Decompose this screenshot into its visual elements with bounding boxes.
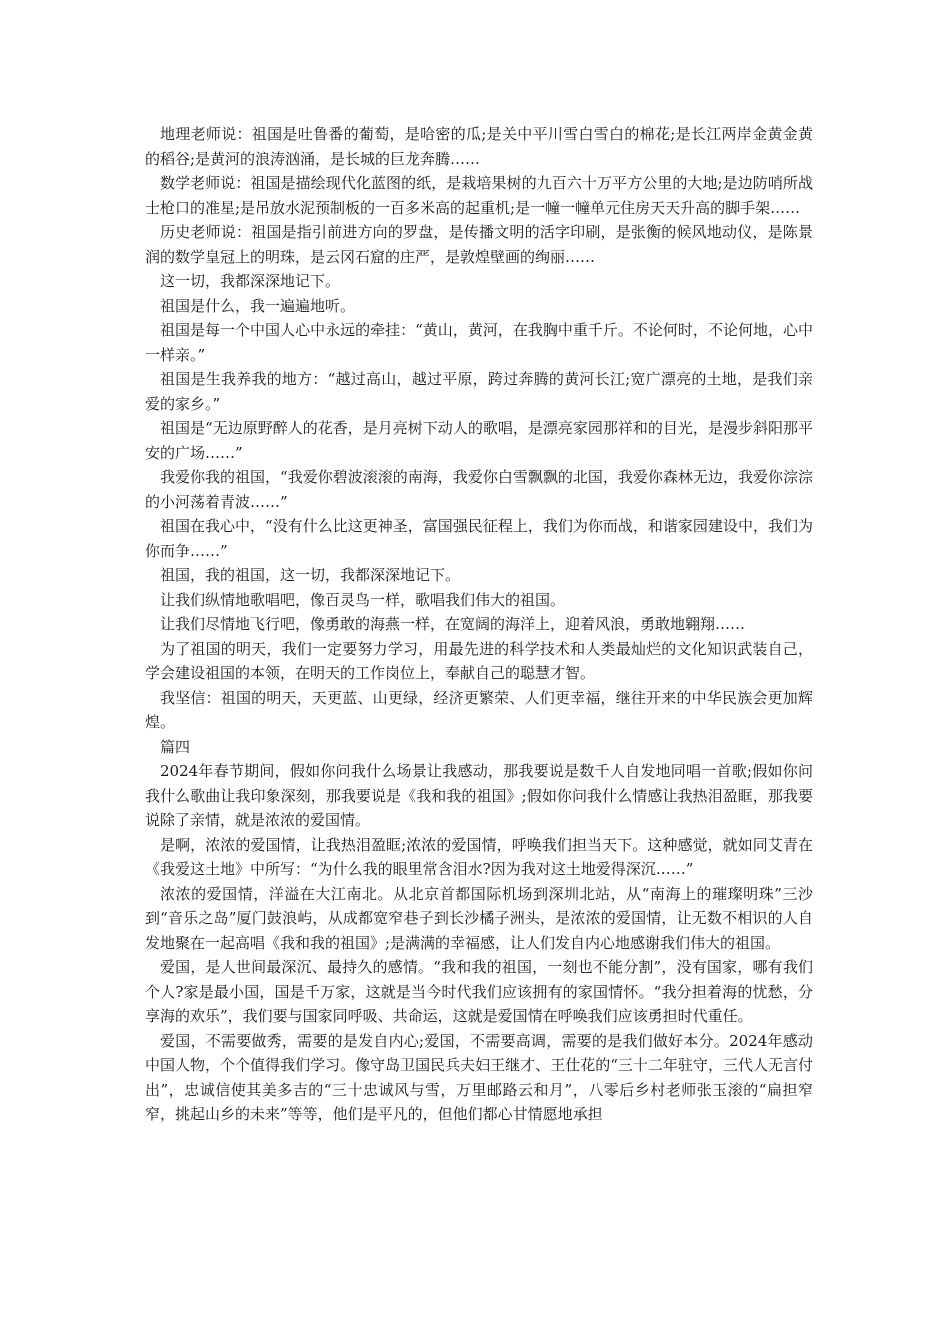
section-heading: 篇四 <box>160 737 191 756</box>
paragraph: 祖国在我心中，“没有什么比这更神圣，富国强民征程上，我们为你而战，和谐家园建设中，我们为你而争……” <box>145 517 813 560</box>
document-body <box>145 122 813 1127</box>
paragraph: 这一切，我都深深地记下。 <box>160 272 341 290</box>
paragraph: 爱国，是人世间最深沉、最持久的感情。“我和我的祖国，一刻也不能分割”，没有国家，哪有我们个人?家是最小国，国是千万家，这就是当今时代我们应该拥有的家国情怀。“我分担着海的忧愁，分享海的欢乐”，我们要与国家同呼吸、共命运，这就是爱国情在呼唤我们应该勇担时代重任。 <box>145 958 813 1025</box>
paragraph: 让我们纵情地歌唱吧，像百灵鸟一样，歌唱我们伟大的祖国。 <box>160 590 566 609</box>
paragraph: 是啊，浓浓的爱国情，让我热泪盈眶;浓浓的爱国情，呼唤我们担当天下。这种感觉，就如同艾青在《我爱这土地》中所写：“为什么我的眼里常含泪水?因为我对这土地爱得深沉……” <box>145 835 813 878</box>
paragraph: 祖国是什么，我一遍遍地听。 <box>160 296 356 315</box>
paragraph: 历史老师说：祖国是指引前进方向的罗盘，是传播文明的活字印刷，是张衡的候风地动仪，是陈景润的数学皇冠上的明珠，是云冈石窟的庄严，是敦煌壁画的绚丽…… <box>145 223 813 266</box>
paragraph: 我爱你我的祖国，“我爱你碧波滚滚的南海，我爱你白雪飘飘的北国，我爱你森林无边，我爱你淙淙的小河荡着青波……” <box>145 468 813 511</box>
paragraph: 爱国，不需要做秀，需要的是发自内心;爱国，不需要高调，需要的是我们做好本分。2024年感动中国人物，个个值得我们学习。像守岛卫国民兵夫妇王继才、王仕花的“三十二年驻守，三代人无言付出”，忠诚信使其美多吉的“三十忠诚风与雪，万里邮路云和月”，八零后乡村老师张玉滚的“扁担窄窄，挑起山乡的未来”等等，他们是平凡的，但他们都心甘情愿地承担 <box>145 1031 813 1123</box>
paragraph: 祖国，我的祖国，这一切，我都深深地记下。 <box>160 566 461 584</box>
paragraph: 让我们尽情地飞行吧，像勇敢的海燕一样，在宽阔的海洋上，迎着风浪，勇敢地翱翔…… <box>160 615 746 633</box>
paragraph: 我坚信：祖国的明天，天更蓝、山更绿，经济更繁荣、人们更幸福，继往开来的中华民族会更加辉煌。 <box>145 688 813 731</box>
paragraph: 浓浓的爱国情，洋溢在大江南北。从北京首都国际机场到深圳北站，从“南海上的璀璨明珠”三沙到“音乐之岛”厦门鼓浪屿，从成都宽窄巷子到长沙橘子洲头，是浓浓的爱国情，让无数不相识的人自发地聚在一起高唱《我和我的祖国》;是满满的幸福感，让人们发自内心地感谢我们伟大的祖国。 <box>145 884 813 952</box>
paragraph: 地理老师说：祖国是吐鲁番的葡萄，是哈密的瓜;是关中平川雪白雪白的棉花;是长江两岸金黄金黄的稻谷;是黄河的浪涛汹涌，是长城的巨龙奔腾…… <box>145 125 813 168</box>
paragraph: 为了祖国的明天，我们一定要努力学习，用最先进的科学技术和人类最灿烂的文化知识武装自己，学会建设祖国的本领，在明天的工作岗位上，奉献自己的聪慧才智。 <box>145 639 813 682</box>
paragraph: 祖国是生我养我的地方：“越过高山，越过平原，跨过奔腾的黄河长江;宽广漂亮的土地，是我们亲爱的家乡。” <box>145 370 813 413</box>
paragraph: 祖国是每一个中国人心中永远的牵挂：“黄山，黄河，在我胸中重千斤。不论何时，不论何地，心中一样亲。” <box>145 321 813 364</box>
paragraph: 数学老师说：祖国是描绘现代化蓝图的纸，是栽培果树的九百六十万平方公里的大地;是边防哨所战士枪口的准星;是吊放水泥预制板的一百多米高的起重机;是一幢一幢单元住房天天升高的脚手架…… <box>145 174 813 217</box>
paragraph: 2024年春节期间，假如你问我什么场景让我感动，那我要说是数千人自发地同唱一首歌;假如你问我什么歌曲让我印象深刻，那我要说是《我和我的祖国》;假如你问我什么情感让我热泪盈眶，那我要说除了亲情，就是浓浓的爱国情。 <box>145 762 813 829</box>
paragraph: 祖国是“无边原野醉人的花香，是月亮树下动人的歌唱，是漂亮家园那祥和的目光，是漫步斜阳那平安的广场……” <box>145 419 813 462</box>
